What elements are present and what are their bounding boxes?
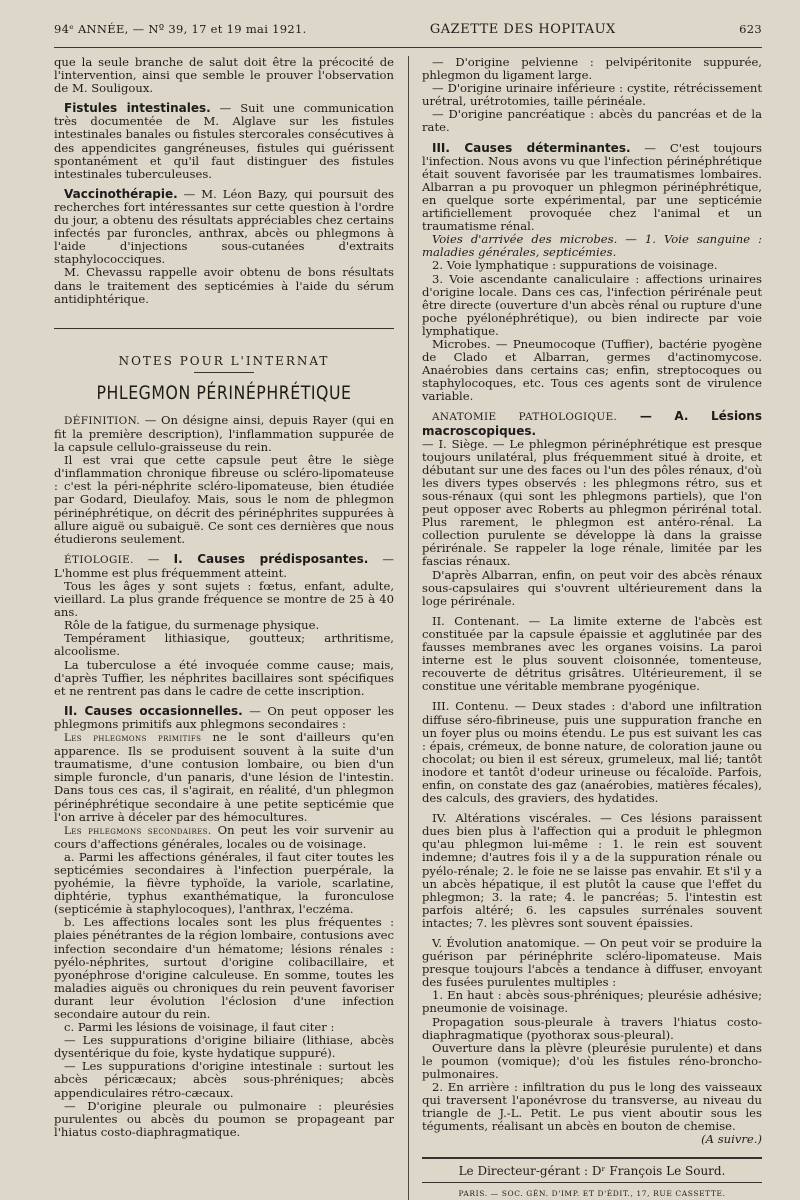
heading-occasionnelles: II. Causes occasionnelles. [64,703,243,718]
paragraph: M. Chevassu rappelle avoir obtenu de bons résultats dans le traitement des septicémies à l'aide du sérum antidiphtérique. [54,265,394,306]
paragraph: Microbes. — Pneumocoque (Tuffier), bactérie pyogène de Clado et Albarran, germes d'actinomycose. Anaérobies dans certains cas; enfin, streptocoques ou staphylocoques, etc. Tous ces agents sont de virulence variable. [422,336,762,404]
paragraph-etiologie: ÉTIOLOGIE. — I. Causes prédisposantes. — L'homme est plus fréquemment atteint. [54,551,394,580]
divider [54,328,394,329]
paragraph: b. Les affections locales sont les plus fréquentes : plaies pénétrantes de la région lombaire, contusions avec infection secondaire d'un hématome; lésions rénales : pyélo-néphrites, surtout d'origine colibacillaire, et pyonéphrose d'origine calculeuse. En somme, toutes les maladies aiguës ou chroniques du rein peuvent favoriser durant leur évolution l'éclosion d'une infection secondaire autour du rein. [54,915,394,1021]
paragraph: — Les suppurations d'origine intestinale : surtout les abcès péricæcaux; abcès sous-phréniques; abcès appendiculaires rétro-cæcaux. [54,1059,394,1100]
page-number: 623 [739,22,762,36]
paragraph: — D'origine pleurale ou pulmonaire : pleurésies purulentes ou abcès du poumon se propageant par l'hiatus costo-diaphragmatique. [54,1098,394,1139]
paragraph: Propagation sous-pleurale à travers l'hiatus costo-diaphragmatique (pyothorax sous-pleural). [422,1014,762,1042]
paragraph: — I. Siège. — Le phlegmon périnéphrétique est presque toujours unilatéral, plus fréquemment situé à droite, et débutant sur une des faces ou l'un des pôles rénaux, d'où les divers types observés : les phlegmons rétro, sus et sous-rénaux (qui sont les phlegmons partiels), que l'on peut opposer avec Roberts au phlegmon périrénal total. Plus rarement, le phlegmon est antéro-rénal. La collection purulente se développe là dans la graisse périrénale. Se rappeler la loge rénale, limitée par les fascias rénaux. [422,436,762,569]
paragraph: III. Contenu. — Deux stades : d'abord une infiltration diffuse séro-fibrineuse, puis une suppuration franche en un foyer plus ou moins étendu. Le pus est suivant les cas : épais, crémeux, de bonne nature, de coloration jaune ou chocolat; ou bien il est séreux, grumeleux, mal lié; tantôt inodore et tantôt d'odeur urineuse ou fécaloïde. Parfois, enfin, on constate des gaz (anaérobies, matières fécales), des calculs, des graviers, des hydatides. [422,699,762,806]
heading-predisposantes: I. Causes prédisposantes. [173,551,369,566]
heading-fistules: Fistules intestinales. [64,101,211,116]
paragraph: 1. En haut : abcès sous-phréniques; pleurésie adhésive; pneumonie de voisinage. [422,988,762,1016]
paragraph: D'après Albarran, enfin, on peut voir des abcès rénaux sous-capsulaires qui s'ouvrent ultérieurement dans la loge périrénale. [422,567,762,608]
paragraph: La tuberculose a été invoquée comme cause; mais, d'après Tuffier, les néphrites bacillaires sont spécifiques et ne rentrent pas dans le cadre de cette inscription. [54,657,394,698]
directeur-line: Le Directeur-gérant : Dʳ François Le Sourd. [458,1163,726,1178]
paragraph: Tous les âges y sont sujets : fœtus, enfant, adulte, vieillard. La plus grande fréquence se montre de 25 à 40 ans. [54,579,394,620]
paragraph: Il est vrai que cette capsule peut être le siège d'inflammation chronique fibreuse ou scléro-lipomateuse : c'est la péri-néphrite scléro-lipomateuse, bien étudiée par Godard, Dieulafoy. Mais, sous le nom de phlegmon périnéphrétique, on décrit des périnéphrites suppurées à allure aiguë ou subaiguë. Ce sont ces dernières que nous étudierons seulement. [54,453,394,546]
printer-line: PARIS. — SOC. GÉN. D'IMP. ET D'ÉDIT., 17, RUE CASSETTE. [422,1182,762,1200]
paragraph-vaccino: Vaccinothérapie. — M. Léon Bazy, qui poursuit des recherches fort intéressantes sur cette question à l'ordre du jour, a obtenu des résultats appréciables chez certains infectés par furoncles, anthrax, abcès ou phlegmons à l'aide d'injections sous-cutanées d'extraits staphylococciques. [54,186,394,267]
paragraph-secondaires: Les phlegmons secondaires. On peut les voir survenir au cours d'affections générales, locales ou de voisinage. [54,822,394,851]
heading-vaccino: Vaccinothérapie. [64,186,178,201]
paragraph-determinantes: III. Causes déterminantes. — C'est toujours l'infection. Nous avons vu que l'infection périnéphrétique était souvent favorisée par les traumatismes lombaires. Albarran a pu provoquer un phlegmon périnéphrétique, en quelque sorte expérimental, par une septicémie artificiellement provoquée chez l'animal et un traumatisme rénal. [422,140,762,234]
article-title: PHLEGMON PÉRINÉPHRÉTIQUE [96,381,352,404]
heading-determinantes: III. Causes déterminantes. [432,140,631,155]
paragraph-definition: DÉFINITION. — On désigne ainsi, depuis Rayer (qui en fit la première description), l'inflammation suppurée de la capsule cellulo-graisseuse du rein. [54,412,394,455]
paragraph: Voies d'arrivée des microbes. — 1. Voie sanguine : maladies générales, septicémies. [422,232,762,260]
paragraph-primitifs: Les phlegmons primitifs ne le sont d'ailleurs qu'en apparence. Ils se produisent souvent à la suite d'un traumatisme, d'une contusion lombaire, ou bien d'un simple furoncle, d'un panaris, d'une lésion de l'intestin. Dans tous ces cas, il s'agirait, en réalité, d'un phlegmon périnéphrétique secondaire à une petite septicémie que l'on arrive à déceler par des hémocultures. [54,730,395,824]
label-anatomie: ANATOMIE PATHOLOGIQUE. [432,411,618,424]
paragraph: — D'origine pancréatique : abcès du pancréas et de la rate. [422,107,762,135]
paragraph: c. Parmi les lésions de voisinage, il faut citer : [64,1020,335,1035]
section-title: NOTES POUR L'INTERNAT [118,353,330,368]
label-etiologie: ÉTIOLOGIE. [64,553,134,566]
publication-title: GAZETTE DES HOPITAUX [429,22,616,37]
paragraph: 2. Voie lymphatique : suppurations de voisinage. [432,258,718,273]
paragraph: que la seule branche de salut doit être la précocité de l'intervention, ainsi que semble le prouver l'observation de M. Souligoux. [54,55,394,96]
label-definition: DÉFINITION. [64,414,141,427]
to-be-continued: (A suivre.) [701,1132,762,1147]
paragraph: Rôle de la fatigue, du surmenage physique. [64,618,320,633]
paragraph: V. Évolution anatomique. — On peut voir se produire la guérison par périnéphrite scléro-lipomateuse. Mais presque toujours l'abcès a tendance à diffuser, envoyant des fusées purulentes multiples : [422,936,762,990]
column-divider [408,56,409,1200]
paragraph: — Les suppurations d'origine biliaire (lithiase, abcès dysentérique du foie, kyste hydatique suppuré). [54,1033,394,1061]
right-column [422,56,762,1200]
paragraph: Tempérament lithiasique, goutteux; arthritisme, alcoolisme. [54,631,394,659]
divider [422,1157,762,1159]
paragraph: IV. Altérations viscérales. — Ces lésions paraissent dues bien plus à l'affection qui a produit le phlegmon qu'au phlegmon lui-même : 1. le rein est souvent indemne; d'autres fois il y a de la suppuration rénale ou pyélo-rénale; 2. le foie ne se laisse pas envahir. Et s'il y a un abcès hépatique, il est plutôt la cause que l'effet du phlegmon; 3. la rate; 4. le pancréas; 5. l'intestin est parfois altéré; 6. les capsules surrénales souvent intactes; 7. les plèvres sont souvent épaissies. [422,811,762,930]
paragraph-fistules: Fistules intestinales. — Suit une communication très documentée de M. Alglave sur les fistules intestinales banales ou fistules stercorales consécutives à des appendicites gangréneuses, fistules qui guérissent spontanément et qu'il faut distinguer des fistules intestinales tuberculeuses. [54,101,395,181]
issue-info: 94ᵉ ANNÉE, — Nº 39, 17 et 19 mai 1921. [54,22,307,36]
paragraph-occasionnelles: II. Causes occasionnelles. — On peut opposer les phlegmons primitifs aux phlegmons secondaires : [54,703,394,731]
paragraph-anatomie [422,410,762,437]
paragraph: II. Contenant. — La limite externe de l'abcès est constituée par la capsule épaissie et agglutinée par des fausses membranes avec les organes voisins. La paroi interne est le plus souvent cloisonnée, tomenteuse, recouverte de détritus grisâtres. Ultérieurement, il se constitue une véritable membrane pyogénique. [422,613,762,694]
paragraph: Ouverture dans la plèvre (pleurésie purulente) et dans le poumon (vomique); d'où les fistules réno-broncho-pulmonaires. [422,1040,762,1081]
paragraph: 2. En arrière : infiltration du pus le long des vaisseaux qui traversent l'aponévrose du transverse, au niveau du triangle de J.-L. Petit. Le pus vient aboutir sous les téguments, réalisant un abcès en bouton de chemise. [422,1080,762,1134]
page-header [54,22,762,48]
columns [54,56,762,1200]
paragraph: — D'origine pelvienne : pelvipéritonite suppurée, phlegmon du ligament large. [422,55,762,83]
heading-macroscopiques: — A. Lésions macroscopiques. [422,409,762,438]
paragraph: — D'origine urinaire inférieure : cystite, rétrécissement urétral, urétrotomies, taille périnéale. [422,81,762,109]
paragraph: a. Parmi les affections générales, il faut citer toutes les septicémies secondaires à l'infection puerpérale, la pyohémie, la fièvre typhoïde, la variole, scarlatine, diphtérie, typhus exanthématique, la furonculose (septicémie à staphylocoques), l'anthrax, l'eczéma. [54,849,394,917]
divider [194,372,254,373]
left-column [54,56,394,1200]
paragraph: 3. Voie ascendante canaliculaire : affections urinaires d'origine locale. Dans ces cas, l'infection périrénale peut être directe (ouverture d'un abcès rénal ou rupture d'une poche pyélonéphrétique), ou bien indirecte par voie lymphatique. [422,271,762,338]
